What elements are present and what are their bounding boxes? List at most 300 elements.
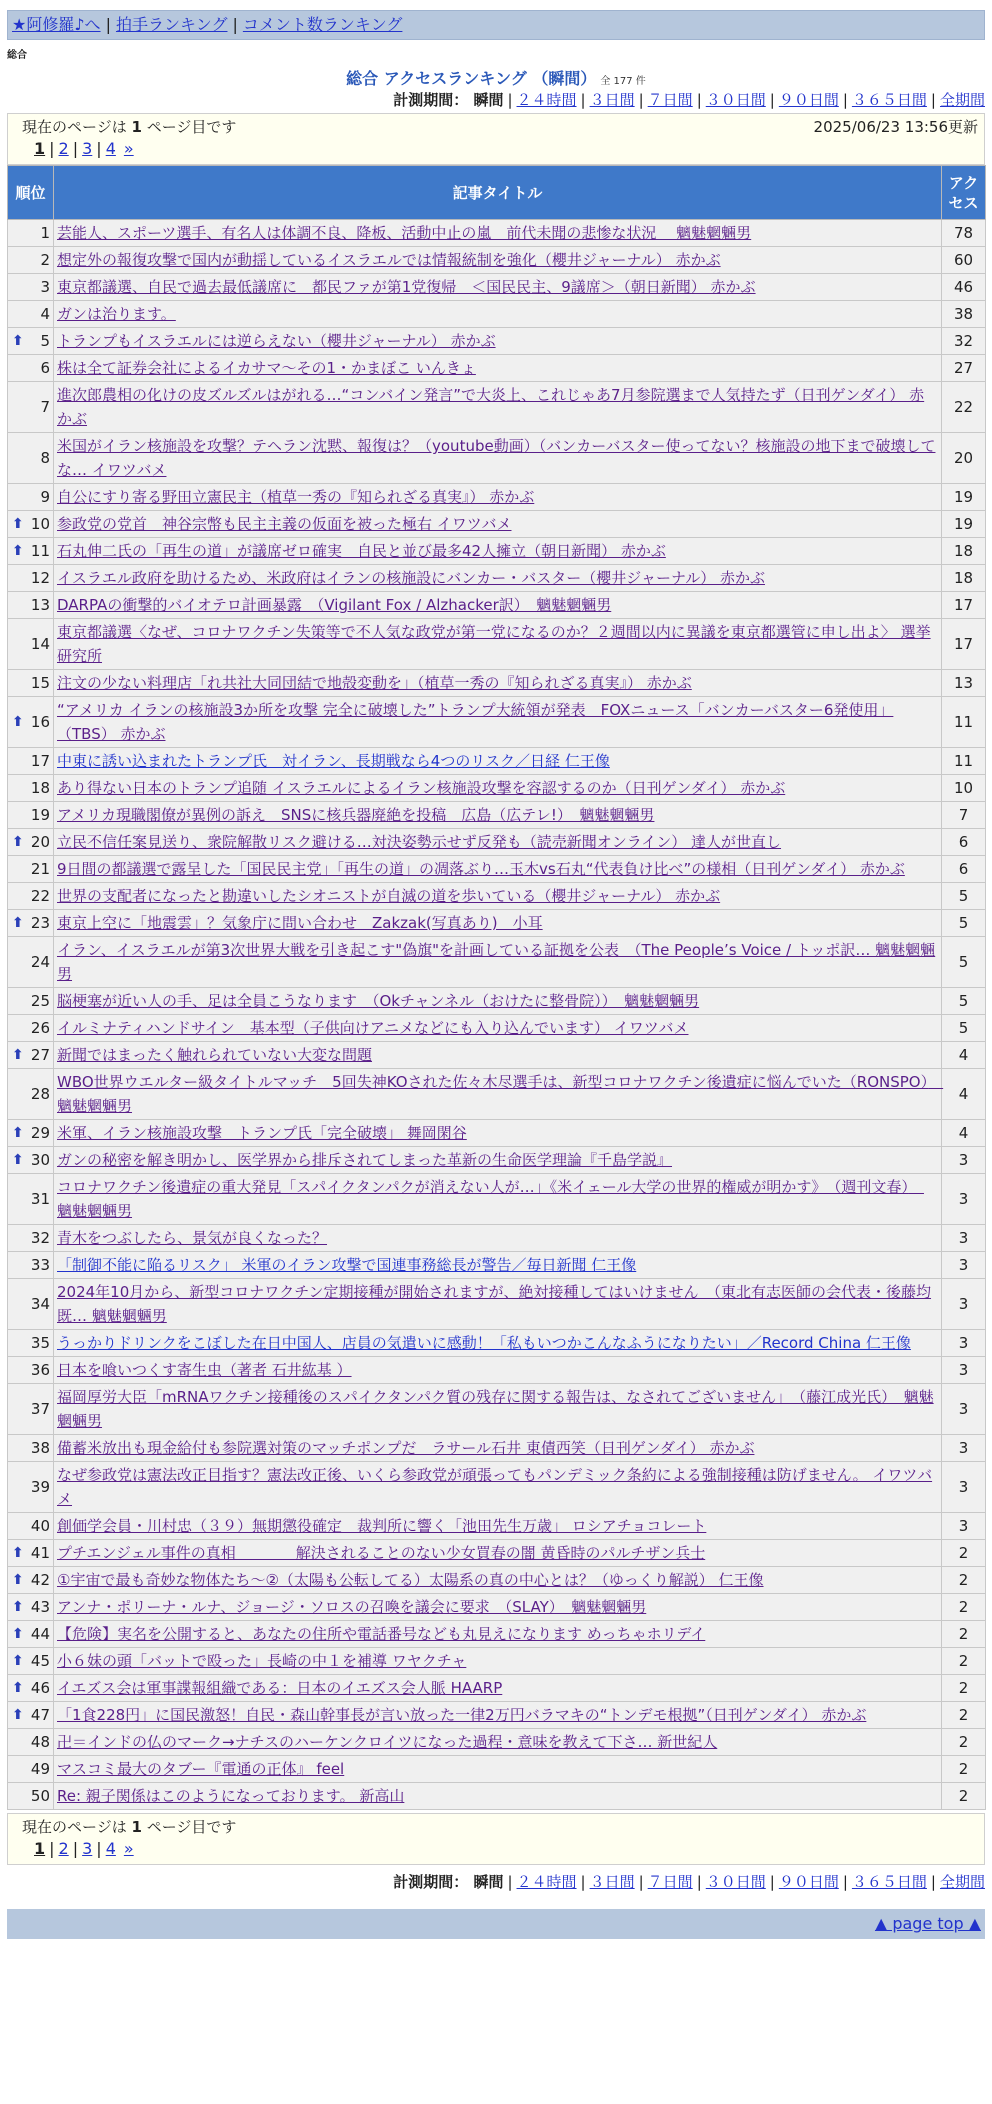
- access-count: 2: [942, 1594, 986, 1621]
- table-row: [8, 511, 986, 538]
- title-cell: [54, 1513, 942, 1540]
- title-cell: [54, 1357, 942, 1384]
- title-cell: [54, 1120, 942, 1147]
- article-link[interactable]: なぜ参政党は憲法改正目指す？憲法改正後、いくら参政党が頑張ってもパンデミック条約による強制接種は防げません。 イワツバメ: [57, 1466, 933, 1508]
- access-count: 3: [942, 1330, 986, 1357]
- page-title: 総合 アクセスランキング （瞬間）: [346, 69, 597, 88]
- rank-cell: [8, 1435, 54, 1462]
- access-count: 3: [942, 1225, 986, 1252]
- rank-number: 15: [30, 674, 50, 692]
- table-row: [8, 433, 986, 484]
- article-link[interactable]: 自公にすり寄る野田立憲民主（植草一秀の『知られざる真実』） 赤かぶ: [57, 488, 535, 506]
- table-row: [8, 1015, 986, 1042]
- rank-up-arrow-icon: ⬆: [12, 1545, 24, 1561]
- rank-cell: [8, 433, 54, 484]
- title-cell: [54, 1675, 942, 1702]
- period-label: 計測期間：: [393, 91, 469, 109]
- table-row: [8, 619, 986, 670]
- pager-current-page: 1: [34, 1839, 46, 1858]
- rank-cell: [8, 247, 54, 274]
- access-count: 5: [942, 910, 986, 937]
- pager-page-link[interactable]: 3: [82, 1839, 93, 1858]
- title-cell: [54, 592, 942, 619]
- article-link[interactable]: 卍＝インドの仏のマーク→ナチスのハーケンクロイツになった過程・意味を教えて下さ… 新世紀人: [57, 1733, 718, 1751]
- page-info-top: [7, 113, 985, 165]
- rank-cell: [8, 1540, 54, 1567]
- rank-number: 19: [30, 806, 50, 824]
- title-cell: [54, 301, 942, 328]
- period-separator: |: [580, 91, 586, 109]
- table-row: [8, 1174, 986, 1225]
- article-link[interactable]: 石丸伸二氏の「再生の道」が議席ゼロ確実 自民と並び最多42人擁立（朝日新聞） 赤かぶ: [57, 542, 666, 560]
- rank-cell: [8, 1648, 54, 1675]
- rank-cell: [8, 1252, 54, 1279]
- access-count: 6: [942, 829, 986, 856]
- rank-up-arrow-icon: ⬆: [12, 834, 24, 850]
- title-cell: [54, 1702, 942, 1729]
- table-row: [8, 1462, 986, 1513]
- table-row: [8, 829, 986, 856]
- nav-separator: |: [105, 15, 111, 34]
- table-row: [8, 328, 986, 355]
- period-link[interactable]: ３６５日間: [851, 91, 927, 109]
- article-link[interactable]: 備蓄米放出も現金給付も参院選対策のマッチポンプだ ラサール石井 東債西笑（日刊ゲンダイ） 赤かぶ: [57, 1439, 755, 1457]
- rank-number: 43: [30, 1598, 50, 1616]
- rank-number: 4: [40, 305, 50, 323]
- rank-cell: [8, 1462, 54, 1513]
- article-link[interactable]: 進次郎農相の化けの皮ズルズルはがれる…“コンバイン発言”で大炎上、これじゃあ7月参院選まで人気持たず（日刊ゲンダイ） 赤かぶ: [57, 386, 925, 428]
- pagination-bottom: [22, 1838, 978, 1864]
- rank-number: 45: [30, 1652, 50, 1670]
- article-link[interactable]: DARPAの衝撃的バイオテロ計画暴露 （Vigilant Fox / Alzhacker訳） 魑魅魍魎男: [57, 596, 612, 614]
- pager-separator: |: [49, 139, 55, 158]
- period-separator: |: [769, 1873, 775, 1891]
- article-link[interactable]: Re: 親子関係はこのようになっております。 新高山: [57, 1787, 405, 1805]
- article-link[interactable]: あり得ない日本のトランプ追随 イスラエルによるイラン核施設攻撃を容認するのか（日刊ゲンダイ） 赤かぶ: [57, 779, 786, 797]
- rank-cell: [8, 220, 54, 247]
- access-count: 2: [942, 1756, 986, 1783]
- rank-cell: [8, 484, 54, 511]
- article-link[interactable]: 新聞ではまったく触れられていない大変な問題: [57, 1046, 373, 1064]
- title-cell: [54, 1648, 942, 1675]
- period-link[interactable]: ３６５日間: [851, 1873, 927, 1891]
- article-link[interactable]: 立民不信任案見送り、衆院解散リスク避ける…対決姿勢示せず反発も（読売新聞オンライン） 達人が世直し: [57, 833, 782, 851]
- access-count: 4: [942, 1069, 986, 1120]
- table-row: [8, 484, 986, 511]
- rank-up-arrow-icon: ⬆: [12, 1680, 24, 1696]
- table-row: [8, 1384, 986, 1435]
- pager-separator: |: [96, 139, 102, 158]
- rank-number: 29: [30, 1124, 50, 1142]
- title-cell: [54, 355, 942, 382]
- column-header-access: アクセス: [942, 166, 986, 220]
- pagination-top: [22, 138, 978, 164]
- access-count: 5: [942, 883, 986, 910]
- access-count: 18: [942, 538, 986, 565]
- article-link[interactable]: うっかりドリンクをこぼした在日中国人、店員の気遣いに感動！「私もいつかこんなふうになりたい」／Record China 仁王像: [57, 1334, 911, 1352]
- table-row: [8, 1330, 986, 1357]
- pager-page-link[interactable]: 2: [58, 1839, 69, 1858]
- article-link[interactable]: プチエンジェル事件の真相 解決されることのない少女買春の闇 黄昏時のパルチザン兵士: [57, 1544, 706, 1562]
- article-link[interactable]: イラン、イスラエルが第3次世界大戦を引き起こす"偽旗"を計画している証拠を公表 （The People’s Voice / トッポ訳… 魑魅魍魎男: [57, 941, 936, 983]
- period-link[interactable]: 全期間: [939, 91, 985, 109]
- article-link[interactable]: 米軍、イラン核施設攻撃 トランプ氏「完全破壊」 舞岡閑谷: [57, 1124, 467, 1142]
- article-link[interactable]: 参政党の党首 神谷宗幣も民主主義の仮面を被った極右 イワツバメ: [57, 515, 512, 533]
- access-count: 19: [942, 484, 986, 511]
- table-row: [8, 1594, 986, 1621]
- pager-current-page: 1: [34, 139, 46, 158]
- rank-number: 3: [40, 278, 50, 296]
- title-cell: [54, 1729, 942, 1756]
- article-link[interactable]: 世界の支配者になったと勘違いしたシオニストが自滅の道を歩いている（櫻井ジャーナル） 赤かぶ: [57, 887, 721, 905]
- table-row: [8, 1567, 986, 1594]
- article-link[interactable]: アンナ・ポリーナ・ルナ、ジョージ・ソロスの召喚を議会に要求 （SLAY） 魑魅魍魎男: [57, 1598, 647, 1616]
- rank-number: 7: [40, 398, 50, 416]
- article-link[interactable]: 東京都議選〈なぜ、コロナワクチン失策等で不人気な政党が第一党になるのか？２週間以内に異議を東京都選管に申し出よ〉 選挙研究所: [57, 623, 931, 665]
- rank-cell: [8, 775, 54, 802]
- rank-up-arrow-icon: ⬆: [12, 915, 24, 931]
- table-row: [8, 937, 986, 988]
- title-cell: [54, 1621, 942, 1648]
- title-cell: [54, 829, 942, 856]
- pager-page-link[interactable]: 2: [58, 139, 69, 158]
- table-row: [8, 910, 986, 937]
- rank-cell: [8, 937, 54, 988]
- table-row: [8, 1513, 986, 1540]
- article-link[interactable]: コロナワクチン後遺症の重大発見「スパイクタンパクが消えない人が…」《米イェール大学の世界的権威が明かす》 （週刊文春） 魑魅魍魎男: [57, 1178, 924, 1220]
- rank-number: 14: [30, 635, 50, 653]
- table-row: [8, 748, 986, 775]
- period-separator: |: [842, 91, 848, 109]
- title-cell: [54, 1015, 942, 1042]
- rank-cell: [8, 1357, 54, 1384]
- period-link[interactable]: ３日間: [589, 1873, 635, 1891]
- period-separator: |: [842, 1873, 848, 1891]
- access-count: 7: [942, 802, 986, 829]
- period-link[interactable]: ３０日間: [705, 91, 766, 109]
- access-count: 46: [942, 274, 986, 301]
- table-row: [8, 775, 986, 802]
- table-row: [8, 1069, 986, 1120]
- rank-up-arrow-icon: ⬆: [12, 543, 24, 559]
- pager-next-link[interactable]: »: [123, 139, 134, 158]
- table-row: [8, 883, 986, 910]
- access-count: 5: [942, 937, 986, 988]
- period-link[interactable]: ９０日間: [778, 1873, 839, 1891]
- article-link[interactable]: 想定外の報復攻撃で国内が動揺しているイスラエルでは情報統制を強化（櫻井ジャーナル） 赤かぶ: [57, 251, 721, 269]
- table-row: [8, 1540, 986, 1567]
- article-link[interactable]: 注文の少ない料理店「れ共社大同団結で地殻変動を」（植草一秀の『知られざる真実』） 赤かぶ: [57, 674, 692, 692]
- period-separator: |: [638, 91, 644, 109]
- table-row: [8, 1675, 986, 1702]
- table-row: [8, 1756, 986, 1783]
- title-cell: [54, 619, 942, 670]
- rank-number: 39: [30, 1478, 50, 1496]
- access-count: 2: [942, 1702, 986, 1729]
- rank-number: 40: [30, 1517, 50, 1535]
- pager-separator: |: [49, 1839, 55, 1858]
- rank-cell: [8, 829, 54, 856]
- access-count: 10: [942, 775, 986, 802]
- period-current: 瞬間: [468, 91, 504, 109]
- access-count: 5: [942, 988, 986, 1015]
- rank-number: 38: [30, 1439, 50, 1457]
- total-count: 全 177 件: [600, 76, 646, 87]
- period-separator: |: [769, 91, 775, 109]
- article-link[interactable]: 東京上空に「地震雲」？気象庁に問い合わせ Zakzak(写真あり) 小耳: [57, 914, 543, 932]
- rank-cell: [8, 856, 54, 883]
- rank-cell: [8, 670, 54, 697]
- rank-up-arrow-icon: ⬆: [12, 1152, 24, 1168]
- title-cell: [54, 1384, 942, 1435]
- period-selector-bottom: [7, 1871, 985, 1893]
- access-count: 11: [942, 697, 986, 748]
- period-separator: |: [696, 1873, 702, 1891]
- pager-separator: |: [72, 1839, 79, 1858]
- home-link[interactable]: ★阿修羅♪へ: [12, 15, 101, 34]
- access-count: 2: [942, 1675, 986, 1702]
- title-cell: [54, 484, 942, 511]
- rank-number: 25: [30, 992, 50, 1010]
- access-count: 17: [942, 592, 986, 619]
- rank-cell: [8, 1147, 54, 1174]
- table-row: [8, 988, 986, 1015]
- title-cell: [54, 988, 942, 1015]
- rank-number: 41: [30, 1544, 50, 1562]
- title-cell: [54, 1594, 942, 1621]
- table-row: [8, 1042, 986, 1069]
- article-link[interactable]: 福岡厚労大臣「mRNAワクチン接種後のスパイクタンパク質の残存に関する報告は、なされてございません」 （藤江成光氏） 魑魅魍魎男: [57, 1388, 934, 1430]
- title-cell: [54, 511, 942, 538]
- current-page-text: 現在のページは 1 ページ目です: [22, 1818, 237, 1836]
- pager-separator: |: [96, 1839, 102, 1858]
- table-row: [8, 1357, 986, 1384]
- rank-cell: [8, 1783, 54, 1810]
- period-separator: |: [580, 1873, 586, 1891]
- rank-cell: [8, 538, 54, 565]
- access-count: 18: [942, 565, 986, 592]
- title-cell: [54, 538, 942, 565]
- rank-number: 1: [40, 224, 50, 242]
- title-cell: [54, 1174, 942, 1225]
- rank-number: 2: [40, 251, 50, 269]
- period-separator: |: [507, 91, 513, 109]
- title-cell: [54, 1225, 942, 1252]
- access-count: 3: [942, 1147, 986, 1174]
- table-row: [8, 355, 986, 382]
- table-row: [8, 301, 986, 328]
- rank-cell: [8, 748, 54, 775]
- access-count: 38: [942, 301, 986, 328]
- access-count: 3: [942, 1513, 986, 1540]
- rank-cell: [8, 1594, 54, 1621]
- access-count: 3: [942, 1174, 986, 1225]
- period-separator: |: [930, 91, 936, 109]
- article-link[interactable]: ①宇宙で最も奇妙な物体たち〜②（太陽も公転してる）太陽系の真の中心とは？（ゆっくり解説） 仁王像: [57, 1571, 764, 1589]
- article-link[interactable]: ガンは治ります。: [57, 305, 176, 323]
- pager-page-link[interactable]: 4: [105, 139, 116, 158]
- article-link[interactable]: 中東に誘い込まれたトランプ氏 対イラン、長期戦なら4つのリスク／日経 仁王像: [57, 752, 610, 770]
- title-cell: [54, 1069, 942, 1120]
- rank-number: 37: [30, 1400, 50, 1418]
- pager-separator: |: [72, 139, 79, 158]
- article-link[interactable]: WBO世界ウエルター級タイトルマッチ 5回失神KOされた佐々木尽選手は、新型コロナワクチン後遺症に悩んでいた（RONSPO） 魑魅魍魎男: [57, 1073, 944, 1115]
- access-count: 3: [942, 1252, 986, 1279]
- title-cell: [54, 1540, 942, 1567]
- ranking-heading: [7, 66, 985, 86]
- article-link[interactable]: 芸能人、スポーツ選手、有名人は体調不良、降板、活動中止の嵐 前代未聞の悲惨な状況 魑魅魍魎男: [57, 224, 752, 242]
- rank-number: 24: [30, 953, 50, 971]
- article-link[interactable]: イエズス会は軍事諜報組織である：日本のイエズス会人脈 HAARP: [57, 1679, 503, 1697]
- top-nav: [7, 10, 985, 40]
- rank-number: 26: [30, 1019, 50, 1037]
- rank-cell: [8, 1042, 54, 1069]
- title-cell: [54, 220, 942, 247]
- rank-cell: [8, 1702, 54, 1729]
- period-link[interactable]: 全期間: [939, 1873, 985, 1891]
- table-row: [8, 1120, 986, 1147]
- article-link[interactable]: 2024年10月から、新型コロナワクチン定期接種が開始されますが、絶対接種してはいけません （東北有志医師の会代表・後藤均既… 魑魅魍魎男: [57, 1283, 932, 1325]
- access-count: 3: [942, 1384, 986, 1435]
- article-link[interactable]: イスラエル政府を助けるため、米政府はイランの核施設にバンカー・バスター（櫻井ジャーナル） 赤かぶ: [57, 569, 765, 587]
- table-row: [8, 592, 986, 619]
- ranking-table: [7, 165, 986, 1810]
- pager-page-link[interactable]: 4: [105, 1839, 116, 1858]
- article-link[interactable]: 9日間の都議選で露呈した「国民民主党」「再生の道」の凋落ぶり…玉木vs石丸“代表負け比べ”の様相（日刊ゲンダイ） 赤かぶ: [57, 860, 905, 878]
- rank-up-arrow-icon: ⬆: [12, 1707, 24, 1723]
- article-link[interactable]: 脳梗塞が近い人の手、足は全員こうなります （Okチャンネル（おけたに整骨院）） 魑魅魍魎男: [57, 992, 700, 1010]
- rank-number: 48: [30, 1733, 50, 1751]
- rank-number: 5: [40, 332, 50, 350]
- rank-number: 17: [30, 752, 50, 770]
- period-separator: |: [696, 91, 702, 109]
- rank-cell: [8, 1069, 54, 1120]
- article-link[interactable]: トランプもイスラエルには逆らえない（櫻井ジャーナル） 赤かぶ: [57, 332, 496, 350]
- access-count: 3: [942, 1357, 986, 1384]
- title-cell: [54, 1756, 942, 1783]
- article-link[interactable]: 創価学会員・川村忠（３９）無期懲役確定 裁判所に響く「池田先生万歳」 ロシアチョコレート: [57, 1517, 707, 1535]
- article-link[interactable]: イルミナティハンドサイン 基本型（子供向けアニメなどにも入り込んでいます） イワツバメ: [57, 1019, 689, 1037]
- article-link[interactable]: 【危険】実名を公開すると、あなたの住所や電話番号なども丸見えになります めっちゃホリデイ: [57, 1625, 706, 1643]
- article-link[interactable]: 東京都議選、自民で過去最低議席に 都民ファが第1党復帰 ＜国民民主、9議席＞（朝日新聞） 赤かぶ: [57, 278, 756, 296]
- article-link[interactable]: 「制御不能に陥るリスク」 米軍のイラン攻撃で国連事務総長が警告／毎日新聞 仁王像: [57, 1256, 637, 1274]
- access-count: 13: [942, 670, 986, 697]
- article-link[interactable]: ガンの秘密を解き明かし、医学界から排斥されてしまった革新の生命医学理論『千島学説』: [57, 1151, 673, 1169]
- access-count: 78: [942, 220, 986, 247]
- table-row: [8, 274, 986, 301]
- period-link[interactable]: ３日間: [589, 91, 635, 109]
- rank-up-arrow-icon: ⬆: [12, 1653, 24, 1669]
- article-link[interactable]: 米国がイラン核施設を攻撃？テヘラン沈黙、報復は？（youtube動画）（バンカーバスター使ってない？核施設の地下まで破壊してな… イワツバメ: [57, 437, 936, 479]
- period-link[interactable]: ７日間: [647, 1873, 693, 1891]
- period-separator: |: [638, 1873, 644, 1891]
- table-row: [8, 220, 986, 247]
- rank-cell: [8, 988, 54, 1015]
- table-row: [8, 856, 986, 883]
- article-link[interactable]: “アメリカ イランの核施設3か所を攻撃 完全に破壊した”トランプ大統領が発表 FOXニュース「バンカーバスター6発使用」（TBS） 赤かぶ: [57, 701, 894, 743]
- table-row: [8, 1435, 986, 1462]
- rank-number: 18: [30, 779, 50, 797]
- pager-next-link[interactable]: »: [123, 1839, 134, 1858]
- table-row: [8, 697, 986, 748]
- comment-ranking-link[interactable]: コメント数ランキング: [242, 15, 403, 34]
- access-count: 2: [942, 1729, 986, 1756]
- access-count: 60: [942, 247, 986, 274]
- period-link[interactable]: ７日間: [647, 91, 693, 109]
- table-row: [8, 1621, 986, 1648]
- table-row: [8, 670, 986, 697]
- access-count: 19: [942, 511, 986, 538]
- article-link[interactable]: 株は全て証券会社によるイカサマ〜その1・かまぼこ いんきょ: [57, 359, 476, 377]
- rank-number: 30: [30, 1151, 50, 1169]
- table-row: [8, 1147, 986, 1174]
- access-count: 32: [942, 328, 986, 355]
- rank-cell: [8, 619, 54, 670]
- access-count: 11: [942, 748, 986, 775]
- title-cell: [54, 775, 942, 802]
- rank-number: 28: [30, 1085, 50, 1103]
- title-cell: [54, 883, 942, 910]
- rank-cell: [8, 274, 54, 301]
- title-cell: [54, 247, 942, 274]
- period-link[interactable]: ２４時間: [516, 1873, 577, 1891]
- access-count: 22: [942, 382, 986, 433]
- title-cell: [54, 382, 942, 433]
- table-row: [8, 1783, 986, 1810]
- rank-number: 32: [30, 1229, 50, 1247]
- table-row: [8, 1225, 986, 1252]
- title-cell: [54, 1783, 942, 1810]
- title-cell: [54, 856, 942, 883]
- title-cell: [54, 937, 942, 988]
- rank-up-arrow-icon: ⬆: [12, 516, 24, 532]
- article-link[interactable]: 青木をつぶしたら、景気が良くなった？: [57, 1229, 328, 1247]
- rank-number: 9: [40, 488, 50, 506]
- rank-number: 13: [30, 596, 50, 614]
- table-row: [8, 1702, 986, 1729]
- period-link[interactable]: ２４時間: [516, 91, 577, 109]
- period-link[interactable]: ９０日間: [778, 91, 839, 109]
- period-selector-top: [7, 90, 985, 110]
- article-link[interactable]: 小６妹の頭「バットで殴った」長崎の中１を補導 ワヤクチャ: [57, 1652, 467, 1670]
- article-link[interactable]: 「1食228円」に国民激怒！自民・森山幹事長が言い放った一律2万円バラマキの“トンデモ根拠”（日刊ゲンダイ） 赤かぶ: [57, 1706, 867, 1724]
- table-row: [8, 1252, 986, 1279]
- access-count: 27: [942, 355, 986, 382]
- rank-number: 10: [30, 515, 50, 533]
- title-cell: [54, 910, 942, 937]
- title-cell: [54, 670, 942, 697]
- table-row: [8, 1729, 986, 1756]
- title-cell: [54, 565, 942, 592]
- pager-page-link[interactable]: 3: [82, 139, 93, 158]
- page-top-link[interactable]: ▲ page top ▲: [874, 1914, 981, 1933]
- table-row: [8, 802, 986, 829]
- category-label: 総合: [7, 50, 27, 61]
- rank-number: 22: [30, 887, 50, 905]
- bottom-bar: [7, 1909, 985, 1939]
- article-link[interactable]: アメリカ現職閣僚が異例の訴え SNSに核兵器廃絶を投稿 広島（広テレ!） 魑魅魍魎男: [57, 806, 655, 824]
- access-count: 2: [942, 1621, 986, 1648]
- rank-number: 23: [30, 914, 50, 932]
- rank-up-arrow-icon: ⬆: [12, 1125, 24, 1141]
- article-link[interactable]: マスコミ最大のタブー『電通の正体』 feel: [57, 1760, 345, 1778]
- period-link[interactable]: ３０日間: [705, 1873, 766, 1891]
- clap-ranking-link[interactable]: 拍手ランキング: [115, 15, 228, 34]
- article-link[interactable]: 日本を喰いつくす寄生虫（著者 石井紘基 ）: [57, 1361, 352, 1379]
- title-cell: [54, 274, 942, 301]
- page-info-bottom: [7, 1813, 985, 1865]
- rank-cell: [8, 1225, 54, 1252]
